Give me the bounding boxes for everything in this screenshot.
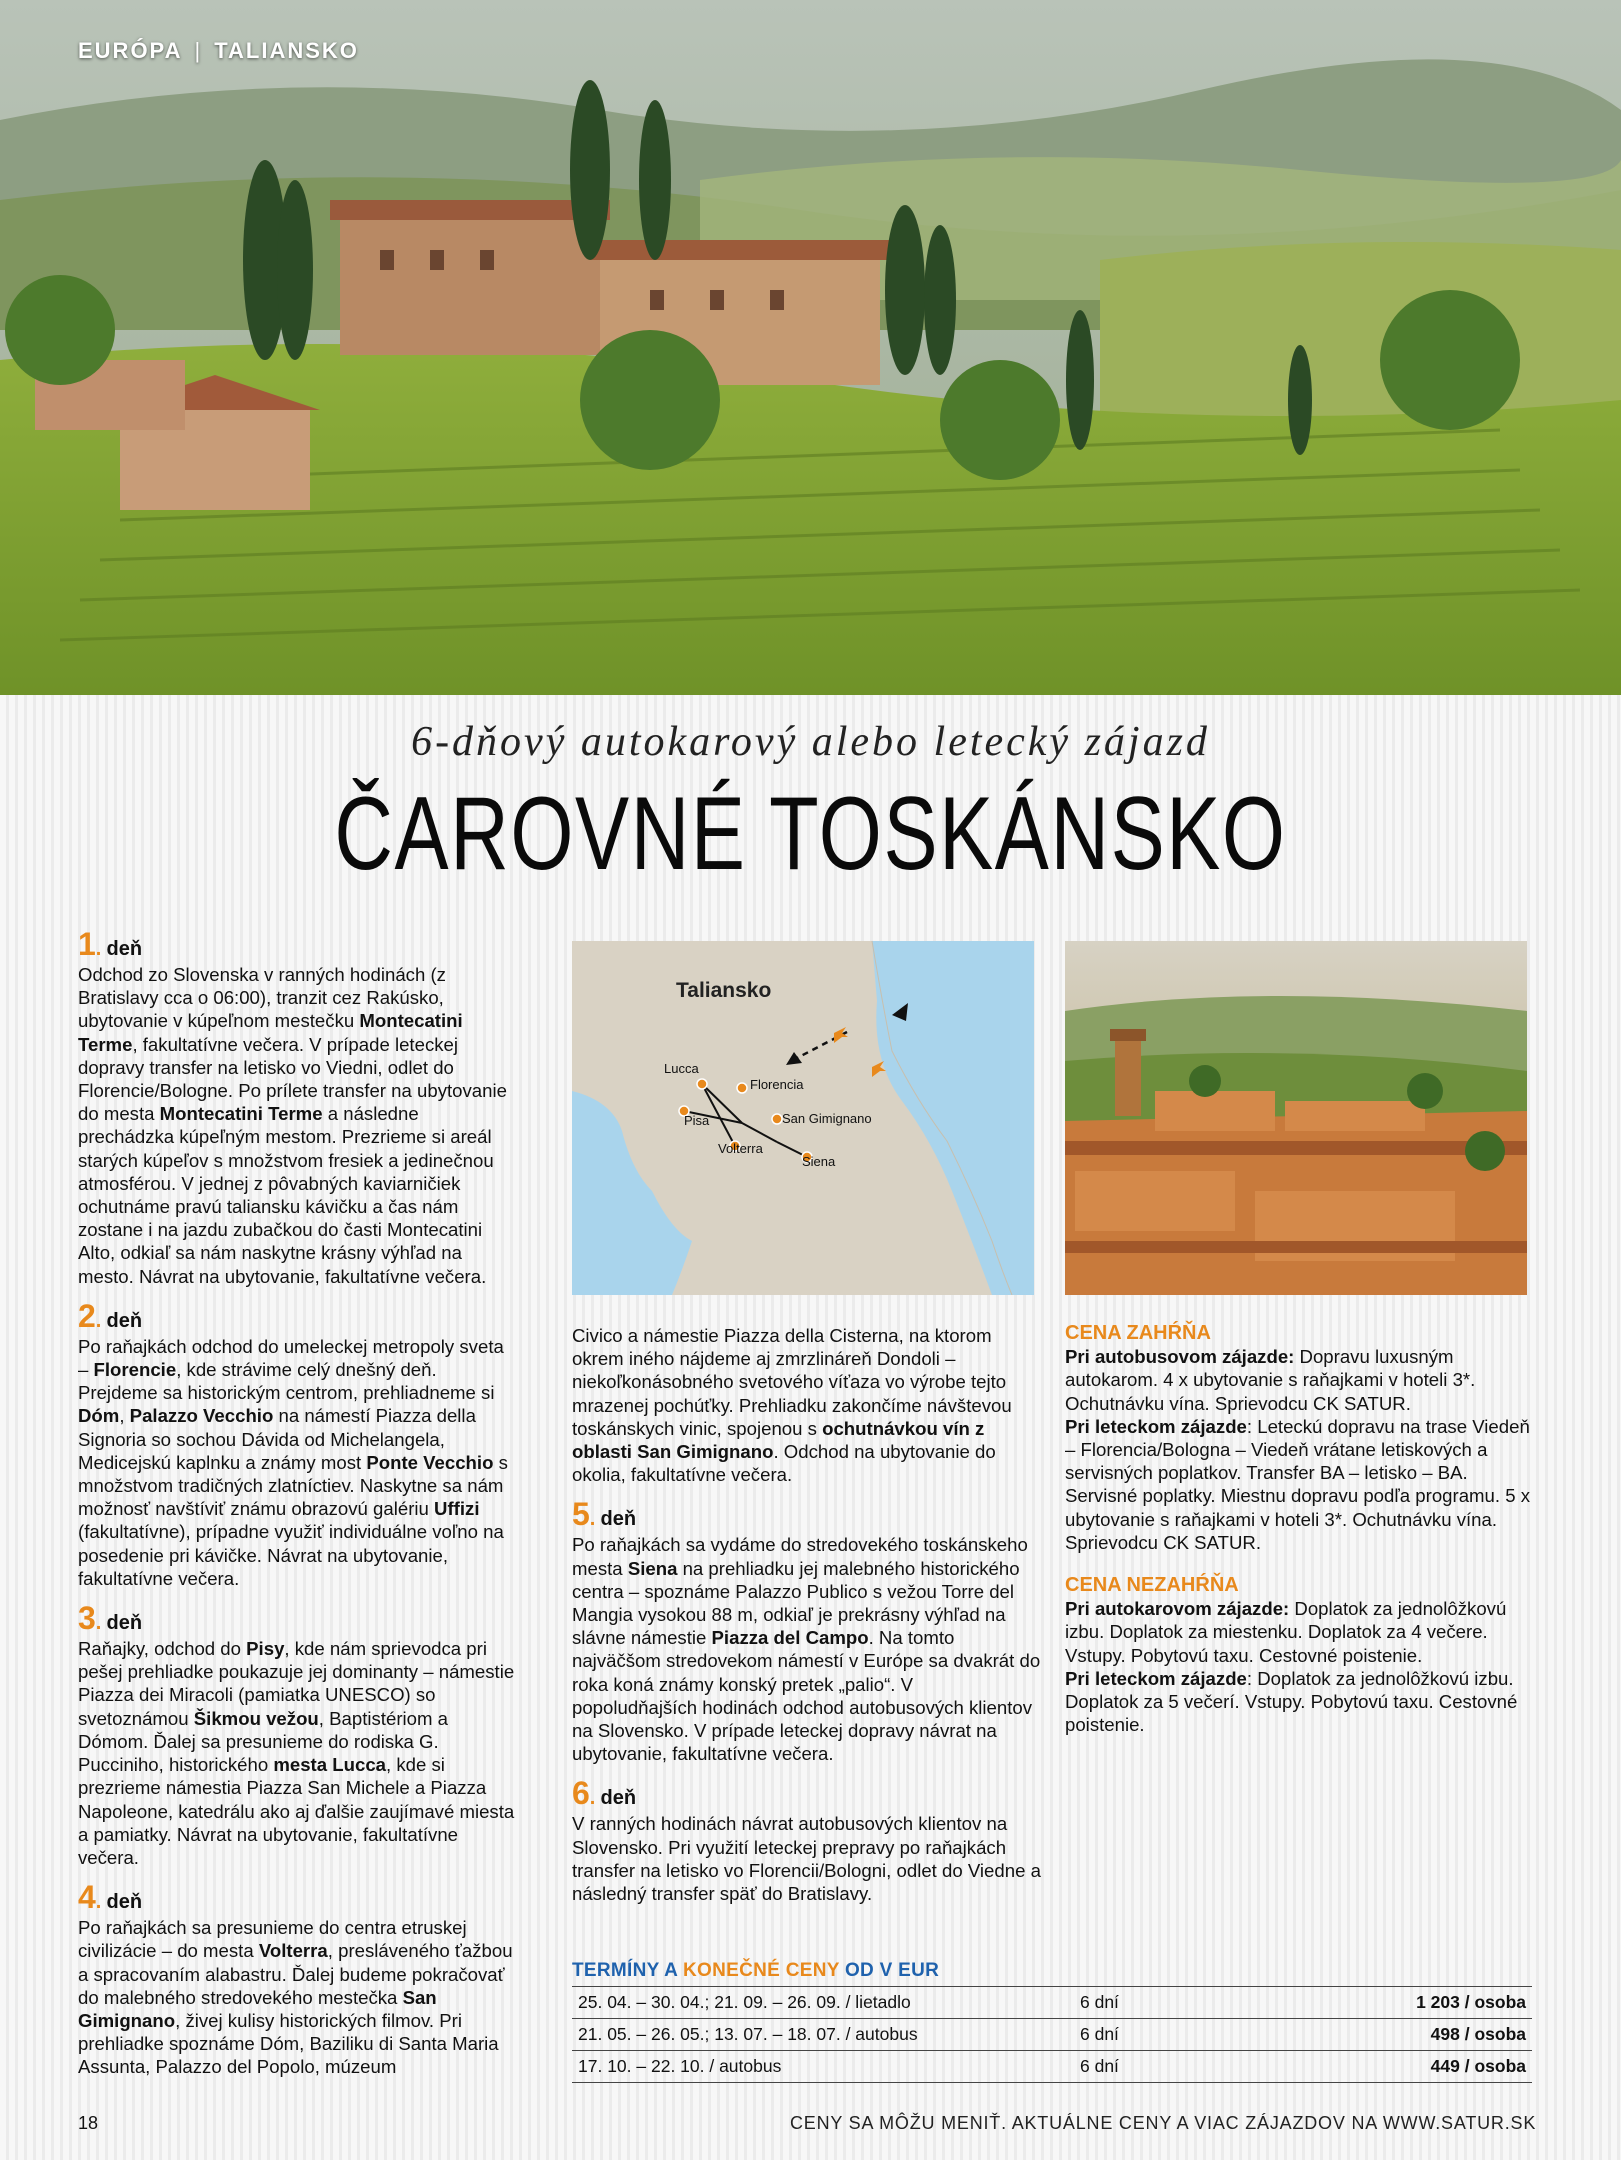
map-city-volterra: Volterra bbox=[718, 1141, 763, 1156]
hero-photo-tuscany bbox=[0, 0, 1621, 695]
day-5-label: deň bbox=[600, 1508, 637, 1531]
page-number: 18 bbox=[78, 2113, 99, 2133]
day-3-label: deň bbox=[106, 1612, 143, 1635]
day-1-dot: . bbox=[95, 938, 102, 960]
day-6-number: 6 bbox=[572, 1775, 590, 1812]
day-4-dot: . bbox=[95, 1891, 102, 1914]
footer-note: CENY SA MÔŽU MENIŤ. AKTUÁLNE CENY A VIAC ZÁJAZDOV NA WWW.SATUR.SK bbox=[790, 2113, 1537, 2133]
price-included-bus: Pri autobusovom zájazde: Dopravu luxusným autokarom. 4 x ubytovanie s raňajkami v hoteli 3*. Ochutnávku vína. Sprievodcu CK SATUR. bbox=[1065, 1346, 1476, 1414]
page-title: ČAROVNÉ TOSKÁNSKO bbox=[334, 776, 1287, 892]
day-4-heading bbox=[78, 1879, 518, 1916]
price-excluded-air: Pri leteckom zájazde: Doplatok za jednolôžkovú izbu. Doplatok za 5 večerí. Vstupy. Pobytovú taxu. Cestovné poistenie. bbox=[1065, 1667, 1518, 1736]
day-2 bbox=[78, 1297, 518, 1590]
day-3-heading bbox=[78, 1600, 518, 1637]
day-6-label: deň bbox=[600, 1787, 637, 1810]
row-price: 1 203 / osoba bbox=[1209, 1987, 1532, 2019]
map-city-lucca: Lucca bbox=[664, 1061, 699, 1076]
row-price: 498 / osoba bbox=[1209, 2019, 1532, 2051]
day-3 bbox=[78, 1600, 518, 1869]
price-info-column bbox=[1065, 1322, 1535, 1736]
day-4-number: 4 bbox=[78, 1879, 96, 1916]
day-1-label: deň bbox=[106, 938, 143, 960]
day-1-number: 1 bbox=[78, 926, 96, 962]
table-row bbox=[572, 2019, 1532, 2051]
row-dates: 25. 04. – 30. 04.; 21. 09. – 26. 09. / lietadlo bbox=[572, 1987, 1074, 2019]
price-included-air: Pri leteckom zájazde: Leteckú dopravu na trase Viedeň – Florencia/Bologna – Viedeň vrátane letiskových a servisných poplatkov. Transfer BA – letisko – BA. Servisné poplatky. Miestnu dopravu podľa programu. 5 x ubytovanie s raňajkami v hoteli 3*. Ochutnávku vína. Sprievodcu CK SATUR. bbox=[1065, 1415, 1531, 1553]
day-4-label: deň bbox=[106, 1891, 143, 1914]
breadcrumb-country: TALIANSKO bbox=[214, 38, 359, 63]
terms-heading: TERMÍNY A KONEČNÉ CENY OD V EUR bbox=[572, 1960, 940, 1981]
row-price: 449 / osoba bbox=[1209, 2051, 1532, 2083]
day-6-dot: . bbox=[589, 1787, 596, 1810]
map-city-san-gimignano: San Gimignano bbox=[782, 1111, 872, 1126]
day-6-heading bbox=[572, 1775, 1042, 1812]
day-4-text-part2: Civico a námestie Piazza della Cisterna, na ktorom okrem iného nájdeme aj zmrzlináreň Dondoli – niekoľkonásobného svetového víťaza vo výrobe tejto mrazenej pochúťky. Prehliadku zakončíme návštevou toskánskych vinic, spojenou s ochutnávkou vín z oblasti San Gimignano. Odchod na ubytovanie do okolia, fakultatívne večera. bbox=[572, 1325, 1012, 1486]
trip-subtitle: 6-dňový autokarový alebo letecký zájazd bbox=[411, 719, 1210, 765]
map-city-pisa: Pisa bbox=[684, 1113, 710, 1128]
itinerary-column-1 bbox=[78, 926, 518, 2093]
breadcrumb-region: EURÓPA bbox=[78, 38, 183, 63]
town-photo bbox=[1065, 941, 1527, 1295]
day-1-heading bbox=[78, 926, 518, 963]
day-5-number: 5 bbox=[572, 1496, 590, 1533]
terms-table bbox=[572, 1986, 1532, 2083]
day-1-text: Odchod zo Slovenska v ranných hodinách (z Bratislavy cca o 06:00), tranzit cez Rakúsko, ubytovanie v kúpeľnom mestečku Montecatini Terme, fakultatívne večera. V prípade leteckej dopravy transfer na letisko vo Viedni, odlet do Florencie/Bologne. Po prílete transfer na ubytovanie do mesta Montecatini Terme a následne prechádzka kúpeľným mestom. Prezrieme si areál starých kúpeľov s množstvom fresiek a jedinečnou atmosférou. V jednej z pôvabných kaviarničiek ochutnáme pravú taliansku kávičku a čas nám zostane i na jazdu zubačkou do časti Montecatini Alto, odkiaľ sa nám naskytne krásny výhľad na mesto. Návrat na ubytovanie, fakultatívne večera. bbox=[78, 964, 507, 1287]
day-3-dot: . bbox=[95, 1612, 102, 1635]
price-excluded-heading: CENA NEZAHŔŇA bbox=[1065, 1574, 1239, 1597]
day-4-text-part1: Po raňajkách sa presunieme do centra etruskej civilizácie – do mesta Volterra, presláveného ťažbou a spracovaním alabastru. Ďalej budeme pokračovať do malebného stredovekého mestečka San Gimignano, živej kulisy historických filmov. Pri prehliadke spoznáme Dóm, Baziliku di Santa Maria Assunta, Palazzo del Popolo, múzeum bbox=[78, 1917, 513, 2078]
row-days: 6 dní bbox=[1074, 2019, 1209, 2051]
day-1 bbox=[78, 926, 518, 1288]
day-3-number: 3 bbox=[78, 1600, 96, 1637]
day-2-dot: . bbox=[95, 1309, 102, 1332]
row-days: 6 dní bbox=[1074, 1987, 1209, 2019]
row-dates: 21. 05. – 26. 05.; 13. 07. – 18. 07. / autobus bbox=[572, 2019, 1074, 2051]
day-5-heading bbox=[572, 1496, 1042, 1533]
day-6 bbox=[572, 1775, 1042, 1905]
table-row bbox=[572, 2051, 1532, 2083]
map-city-siena: Siena bbox=[802, 1154, 836, 1169]
day-4-continued bbox=[572, 1324, 1042, 1486]
day-2-text: Po raňajkách odchod do umeleckej metropoly sveta – Florencie, kde strávime celý dnešný deň. Prejdeme sa historickým centrom, prehliadneme si Dóm, Palazzo Vecchio na námestí Piazza della Signoria so sochou Dávida od Michelangela, Medicejskú kaplnku a známy most Ponte Vecchio s množstvom tradičných zlatníctiev. Naskytne sa nám možnosť navštíviť známu obrazovú galériu Uffizi (fakultatívne), prípadne využiť individuálne voľno na posedenie pri kávičke. Návrat na ubytovanie, fakultatívne večera. bbox=[78, 1335, 508, 1589]
itinerary-column-2 bbox=[572, 1324, 1042, 1919]
breadcrumb-separator: | bbox=[194, 38, 203, 63]
table-row bbox=[572, 1987, 1532, 2019]
price-included-heading: CENA ZAHŔŇA bbox=[1065, 1322, 1211, 1344]
day-5 bbox=[572, 1496, 1042, 1765]
map-country-label: Taliansko bbox=[676, 979, 772, 1002]
day-2-number: 2 bbox=[78, 1297, 96, 1334]
region-breadcrumb bbox=[78, 38, 359, 64]
day-5-dot: . bbox=[589, 1508, 596, 1531]
terms-and-prices bbox=[572, 1960, 1532, 2083]
price-excluded-bus: Pri autokarovom zájazde: Doplatok za jednolôžkovú izbu. Doplatok za miestenku. Doplatok za 4 večere. Vstupy. Pobytovú taxu. Cestovné poistenie. bbox=[1065, 1598, 1507, 1666]
map-city-florencia: Florencia bbox=[750, 1077, 804, 1092]
day-2-heading bbox=[78, 1297, 518, 1335]
day-2-label: deň bbox=[106, 1309, 143, 1332]
day-6-text: V ranných hodinách návrat autobusových klientov na Slovensko. Pri využití leteckej prepravy po raňajkách transfer na letisko vo Florencii/Bologni, odlet do Viedne a následný transfer späť do Bratislavy. bbox=[572, 1813, 1041, 1905]
day-5-text: Po raňajkách sa vydáme do stredovekého toskánskeho mesta Siena na prehliadku jej malebného historického centra – spoznáme Palazzo Publico s vežou Torre del Mangia vysokou 88 m, odkiaľ je prekrásny výhľad na slávne námestie Piazza del Campo. Na tomto najväčšom stredovekom námestí v Európe sa dvakrát do roka koná známy konský pretek „palio“. V popoludňajších hodinách odchod autobusových klientov na Slovensko. V prípade leteckej dopravy návrat na ubytovanie, fakultatívne večera. bbox=[572, 1534, 1041, 1765]
tuscany-map bbox=[572, 941, 1034, 1295]
day-4 bbox=[78, 1879, 518, 2078]
day-3-text: Raňajky, odchod do Pisy, kde nám sprievodca pri pešej prehliadke poukazuje jej dominanty – námestie Piazza dei Miracoli (pamiatka UNESCO) so svetoznámou Šikmou vežou, Baptistériom a Dómom. Ďalej sa presunieme do rodiska G. Pucciniho, historického mesta Lucca, kde si prezrieme námestia Piazza San Michele a Piazza Napoleone, katedrálu ako aj ďalšie zaujímavé miesta a pamiatky. Návrat na ubytovanie, fakultatívne večera. bbox=[78, 1638, 515, 1868]
row-days: 6 dní bbox=[1074, 2051, 1209, 2083]
row-dates: 17. 10. – 22. 10. / autobus bbox=[572, 2051, 1074, 2083]
